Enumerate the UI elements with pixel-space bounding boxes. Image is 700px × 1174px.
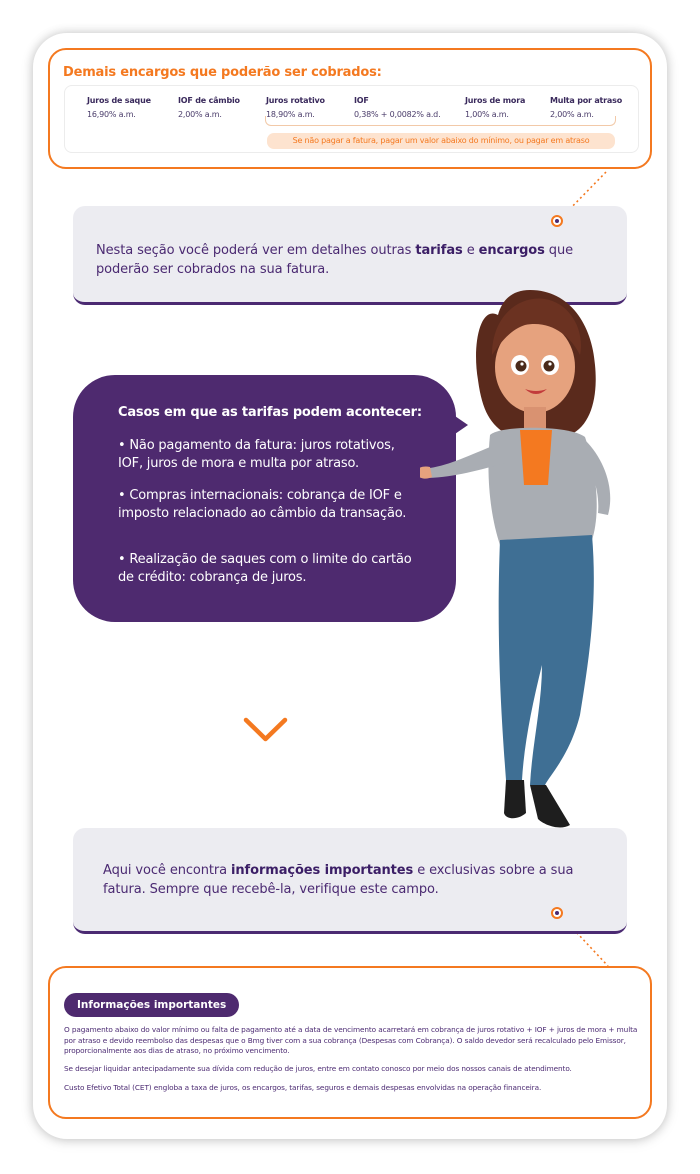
important-info-explanation-panel [73,828,627,934]
charge-col-juros-rotativo: Juros rotativo 18,90% a.m. [266,96,325,119]
fees-speech-bubble [73,375,456,622]
hotspot-dot-icon[interactable] [551,907,563,919]
overdue-note: Se não pagar a fatura, pagar um valor abaixo do mínimo, ou pagar em atraso [267,133,615,149]
charge-col-iof: IOF 0,38% + 0,0082% a.d. [354,96,441,119]
charges-box [48,48,652,169]
charge-col-juros-mora: Juros de mora 1,00% a.m. [465,96,526,119]
charges-title: Demais encargos que poderão ser cobrados: [63,65,382,80]
bubble-item: • Compras internacionais: cobrança de IOF e imposto relacionado ao câmbio da transação. [118,488,407,521]
hotspot-dot-icon[interactable] [551,215,563,227]
charges-table [64,85,639,153]
chevron-down-icon[interactable] [243,717,288,743]
info-paragraph: Se desejar liquidar antecipadamente sua dívida com redução de juros, entre em contato conosco por meio dos nossos canais de atendimento. [64,1064,572,1073]
important-info-box [48,966,652,1119]
info-paragraph: O pagamento abaixo do valor mínimo ou falta de pagamento até a data de vencimento acarretará em cobrança de juros rotativo + IOF + juros de mora + multa por atraso e devido reembolso das despesas que o Bmg tiver com a sua cobrança (Despesas com Cobrança). O saldo devedor será recalculado pelo Emissor, proporcionalmente aos dias de atraso, no próximo vencimento. [64,1025,638,1055]
info-paragraph: Custo Efetivo Total (CET) engloba a taxa de juros, os encargos, tarifas, seguros e demais despesas envolvidas na operação financeira. [64,1083,542,1092]
charge-col-juros-saque: Juros de saque 16,90% a.m. [87,96,151,119]
charge-col-iof-cambio: IOF de câmbio 2,00% a.m. [178,96,240,119]
bubble-heading: Casos em que as tarifas podem acontecer: [118,405,422,420]
bubble-item: • Realização de saques com o limite do cartão de crédito: cobrança de juros. [118,552,412,585]
bubble-item: • Não pagamento da fatura: juros rotativos, IOF, juros de mora e multa por atraso. [118,438,395,471]
important-info-explanation-text: Aqui você encontra informações importantes e exclusivas sobre a sua fatura. Sempre que recebê-la, verifique este campo. [103,863,574,897]
assistant-character-illustration [420,285,640,850]
overdue-bracket [265,116,616,126]
important-info-title: Informações importantes [64,993,239,1017]
charges-explanation-text: Nesta seção você poderá ver em detalhes outras tarifas e encargos que poderão ser cobrados na sua fatura. [96,243,573,277]
charge-col-multa-atraso: Multa por atraso 2,00% a.m. [550,96,622,119]
